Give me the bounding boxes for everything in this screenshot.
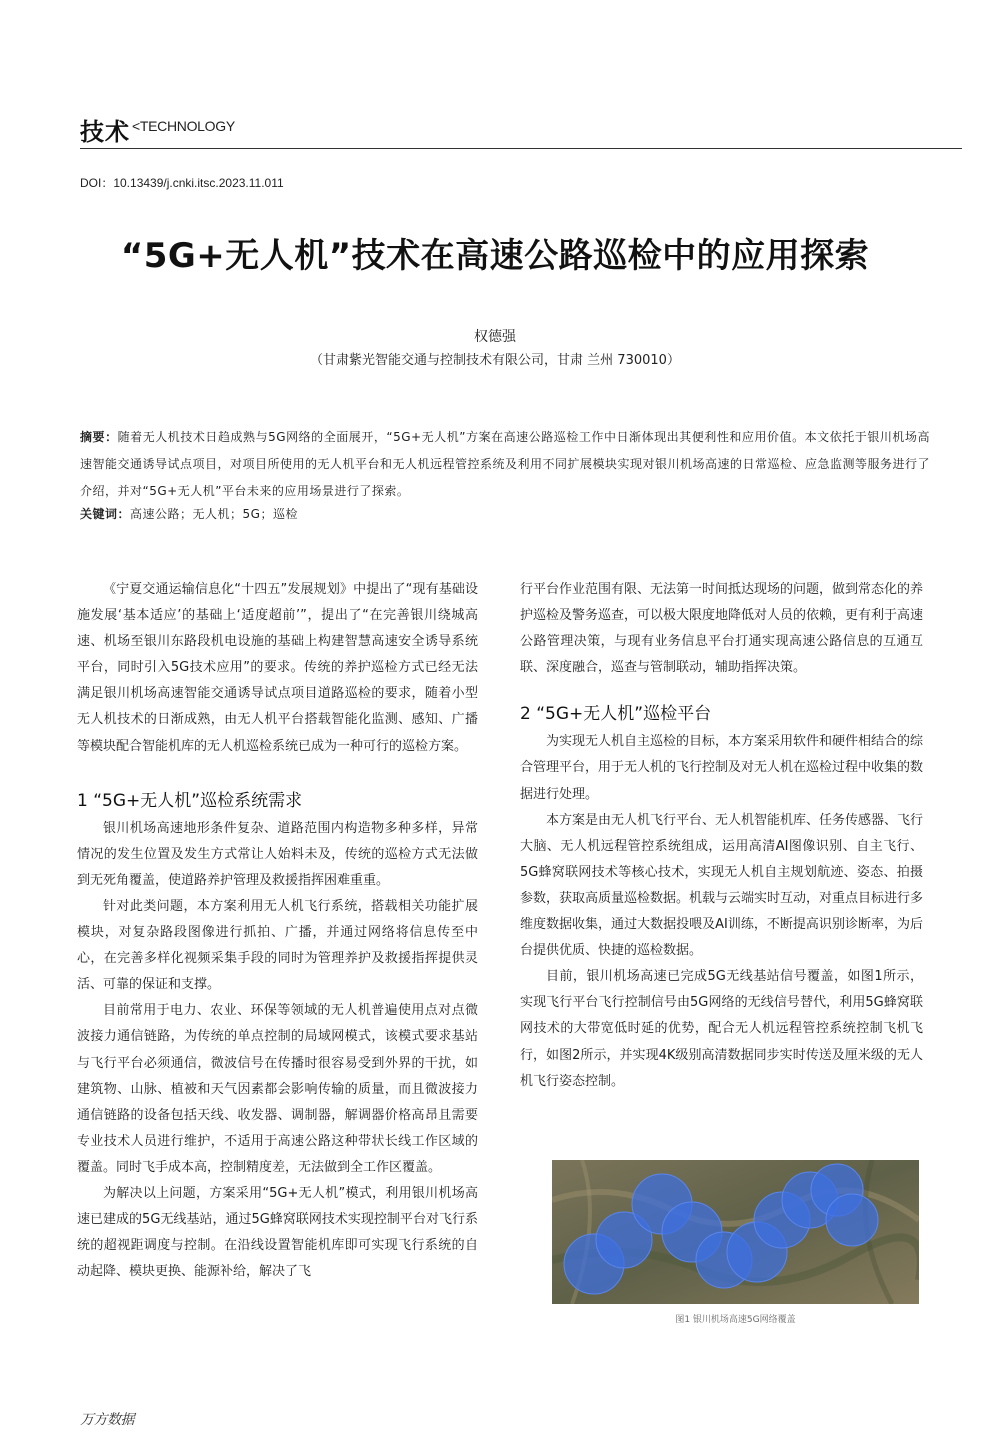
- left-column: [77, 577, 478, 1285]
- figure-1-caption: 图1 银川机场高速5G网络覆盖: [675, 1315, 796, 1325]
- keywords-label: 关键词：: [80, 507, 131, 521]
- section-2-paragraph: 本方案是由无人机飞行平台、无人机智能机库、任务传感器、飞行大脑、无人机远程管控系统组成，运用高清AI图像识别、自主飞行、5G蜂窝联网技术等核心技术，实现无人机自主规划航迹、姿态、拍摄参数，获取高质量巡检数据。机载与云端实时互动，对重点目标进行多维度数据收集，通过大数据投喂及AI训练，不断提高识别诊断率，为后台提供优质、快捷的巡检数据。: [520, 812, 924, 959]
- abstract-text: 随着无人机技术日趋成熟与5G网络的全面展开，“5G+无人机”方案在高速公路巡检工作中日渐体现出其便利性和应用价值。本文依托于银川机场高速智能交通诱导试点项目，对项目所使用的无人机平台和无人机远程管控系统及利用不同扩展模块实现对银川机场高速的日常巡检、应急监测等服务进行了介绍，并对“5G+无人机”平台未来的应用场景进行了探索。: [80, 430, 931, 498]
- section-1-paragraph: 目前常用于电力、农业、环保等领域的无人机普遍使用点对点微波接力通信链路，为传统的单点控制的局域网模式，该模式要求基站与飞行平台必须通信，微波信号在传播时很容易受到外界的干扰，如建筑物、山脉、植被和天气因素都会影响传输的质量，而且微波接力通信链路的设备包括天线、收发器、调制器，解调器价格高昂且需要专业技术人员进行维护，不适用于高速公路这种带状长线工作区域的覆盖。同时飞手成本高，控制精度差，无法做到全工作区覆盖。: [77, 1003, 478, 1175]
- section-1-paragraph: 银川机场高速地形条件复杂、道路范围内构造物多种多样，异常情况的发生位置及发生方式常让人始料未及，传统的巡检方式无法做到无死角覆盖，使道路养护管理及救援指挥困难重重。: [77, 820, 478, 888]
- keywords: [80, 505, 930, 522]
- section-2-paragraph: 目前，银川机场高速已完成5G无线基站信号覆盖，如图1所示，实现飞行平台飞行控制信号由5G网络的无线信号替代，利用5G蜂窝联网技术的大带宽低时延的优势，配合无人机远程管控系统控制飞机飞行，如图2所示，并实现4K级别高清数据同步实时传送及厘米级的无人机飞行姿态控制。: [520, 969, 923, 1089]
- coverage-map-image: [552, 1160, 919, 1304]
- section-label-english: <TECHNOLOGY: [132, 118, 235, 134]
- abstract-label: 摘要：: [80, 430, 118, 444]
- article-title: “5G+无人机”技术在高速公路巡检中的应用探索: [120, 236, 870, 276]
- figure-1-coverage-map: [552, 1160, 919, 1304]
- section-1-paragraph: 针对此类问题，本方案利用无人机飞行系统，搭载相关功能扩展模块，对复杂路段图像进行抓拍、广播，并通过网络将信息传至中心，在完善多样化视频采集手段的同时为管理养护及救援指挥提供灵活、可靠的保证和支撑。: [77, 898, 478, 993]
- section-2-paragraph: 为实现无人机自主巡检的目标，本方案采用软件和硬件相结合的综合管理平台，用于无人机的飞行控制及对无人机在巡检过程中收集的数据进行处理。: [520, 734, 924, 802]
- footer-logo: 万方数据: [80, 1412, 134, 1428]
- author: 权德强: [474, 329, 516, 345]
- section-2-heading: 2 “5G+无人机”巡检平台: [520, 704, 712, 725]
- intro-paragraph: 《宁夏交通运输信息化“十四五”发展规划》中提出了“现有基础设施发展‘基本适应’的基础上‘适度超前’”，提出了“在完善银川绕城高速、机场至银川东路段机电设施的基础上构建智慧高速安全诱导系统平台，同时引入5G技术应用”的要求。传统的养护巡检方式已经无法满足银川机场高速智能交通诱导试点项目道路巡检的要求，随着小型无人机技术的日渐成熟，由无人机平台搭载智能化监测、感知、广播等模块配合智能机库的无人机巡检系统已成为一种可行的巡检方案。: [77, 582, 478, 754]
- keywords-text: 高速公路；无人机；5G；巡检: [130, 507, 298, 521]
- section-1-heading: 1 “5G+无人机”巡检系统需求: [77, 790, 303, 811]
- continued-paragraph: 行平台作业范围有限、无法第一时间抵达现场的问题，做到常态化的养护巡检及警务巡查，可以极大限度地降低对人员的依赖，更有利于高速公路管理决策，与现有业务信息平台打通实现高速公路信息的互通互联、深度融合，巡查与管制联动，辅助指挥决策。: [520, 582, 924, 676]
- affiliation: （甘肃紫光智能交通与控制技术有限公司，甘肃 兰州 730010）: [310, 353, 680, 368]
- header-rule: [80, 148, 962, 149]
- doi: DOI：10.13439/j.cnki.itsc.2023.11.011: [80, 176, 284, 190]
- section-label: 技术: [80, 118, 130, 146]
- right-column: [520, 577, 923, 1095]
- abstract: [80, 424, 930, 505]
- section-1-paragraph: 为解决以上问题，方案采用“5G+无人机”模式，利用银川机场高速已建成的5G无线基站，通过5G蜂窝联网技术实现控制平台对飞行系统的超视距调度与控制。在沿线设置智能机库即可实现飞行系统的自动起降、模块更换、能源补给，解决了飞: [77, 1185, 478, 1280]
